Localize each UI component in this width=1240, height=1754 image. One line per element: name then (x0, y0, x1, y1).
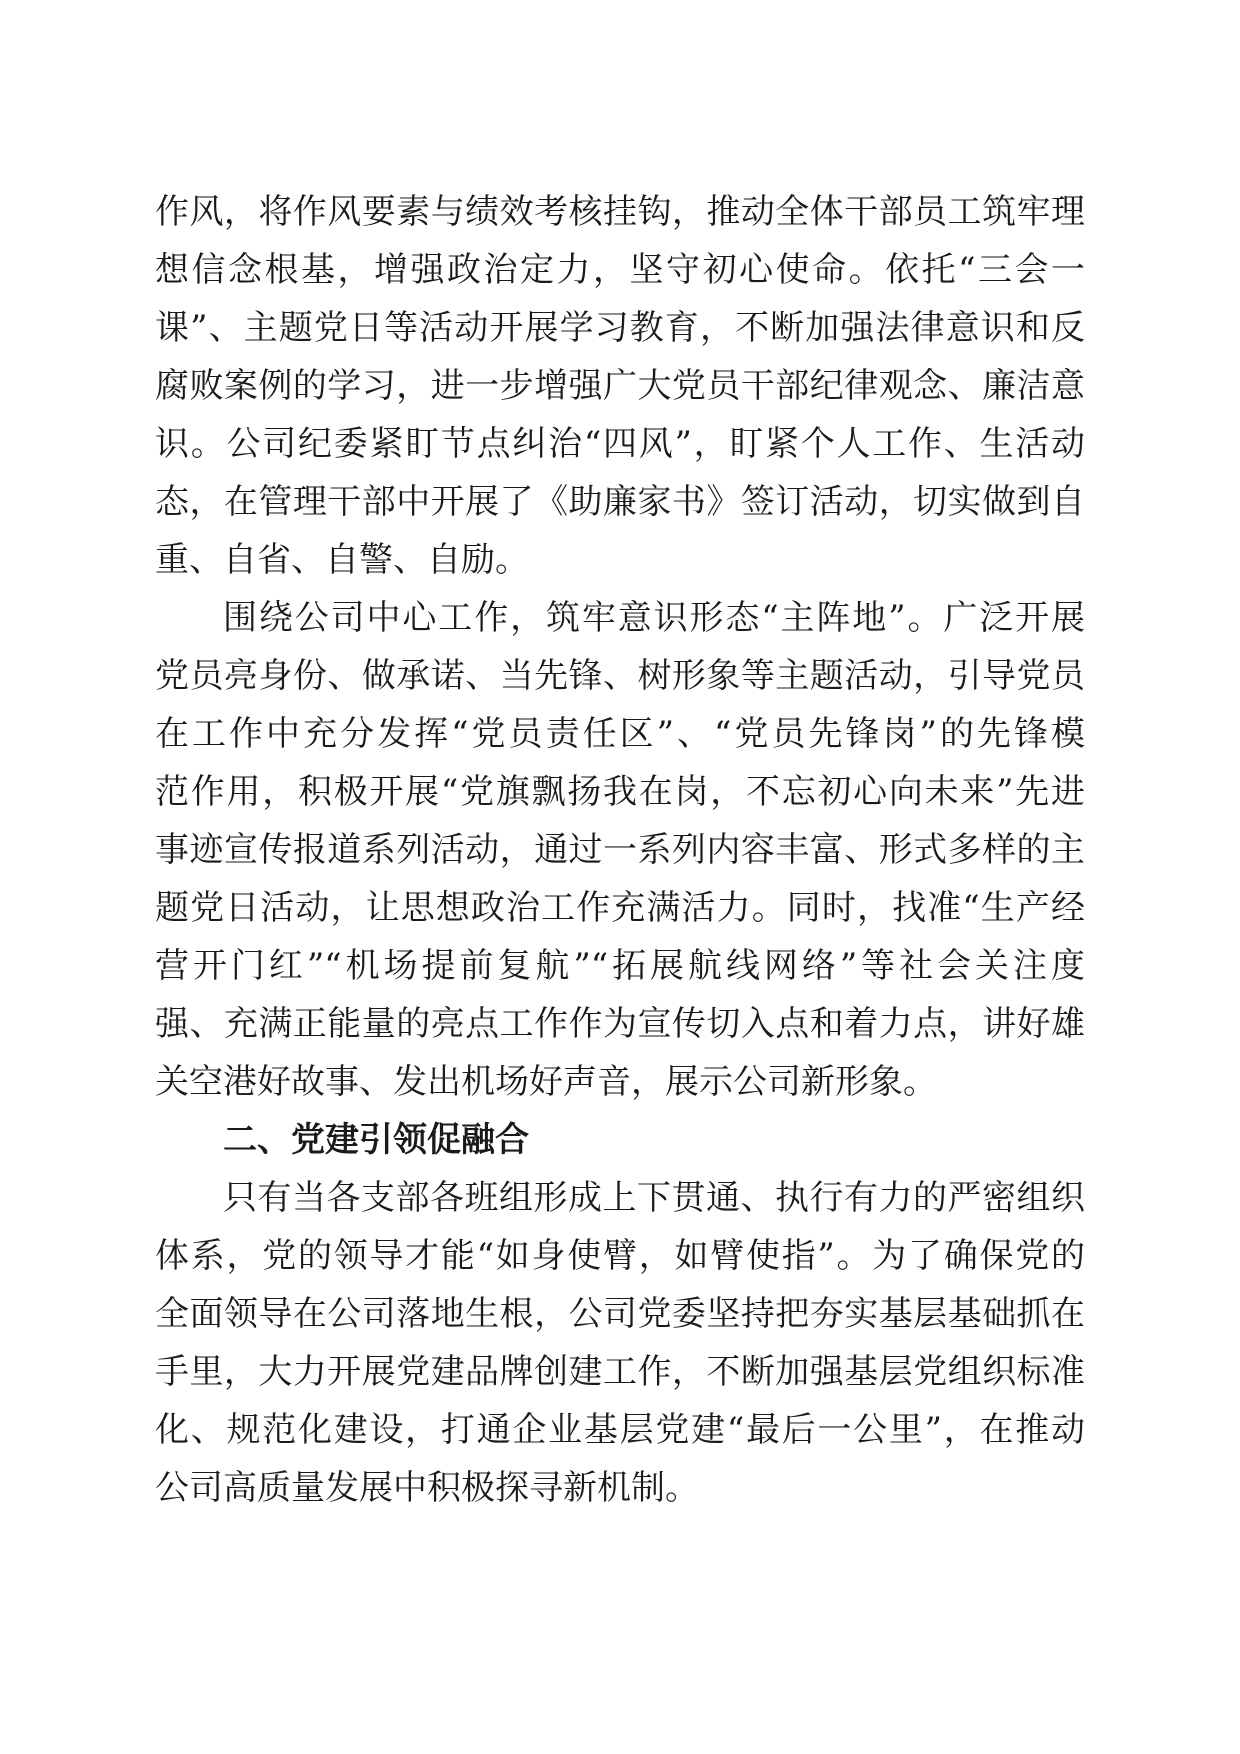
text-line: 重、自省、自警、自励。 (155, 540, 529, 580)
text-line: 只有当各支部各班组形成上下贯通、执行有力的严密组织 (223, 1178, 1085, 1218)
text-line: 强、充满正能量的亮点工作作为宣传切入点和着力点，讲好雄 (155, 1004, 1085, 1044)
text-line: 腐败案例的学习，进一步增强广大党员干部纪律观念、廉洁意 (155, 366, 1085, 406)
text-line: 态，在管理干部中开展了《助廉家书》签订活动，切实做到自 (155, 482, 1085, 522)
text-line: 化、规范化建设，打通企业基层党建“最后一公里”，在推动 (155, 1410, 1085, 1450)
text-line: 公司高质量发展中积极探寻新机制。 (155, 1468, 699, 1508)
section-heading: 二、党建引领促融合 (223, 1120, 529, 1160)
text-line: 体系，党的领导才能“如身使臂，如臂使指”。为了确保党的 (155, 1236, 1085, 1276)
text-line: 营开门红”“机场提前复航”“拓展航线网络”等社会关注度 (155, 946, 1085, 986)
text-line: 围绕公司中心工作，筑牢意识形态“主阵地”。广泛开展 (223, 598, 1085, 638)
text-line: 手里，大力开展党建品牌创建工作，不断加强基层党组织标准 (155, 1352, 1085, 1392)
text-line: 想信念根基，增强政治定力，坚守初心使命。依托“三会一 (155, 250, 1085, 290)
text-line: 全面领导在公司落地生根，公司党委坚持把夯实基层基础抓在 (155, 1294, 1085, 1334)
text-line: 事迹宣传报道系列活动，通过一系列内容丰富、形式多样的主 (155, 830, 1085, 870)
text-line: 党员亮身份、做承诺、当先锋、树形象等主题活动，引导党员 (155, 656, 1085, 696)
text-line: 识。公司纪委紧盯节点纠治“四风”，盯紧个人工作、生活动 (155, 424, 1085, 464)
text-line: 课”、主题党日等活动开展学习教育，不断加强法律意识和反 (155, 308, 1085, 348)
text-line: 在工作中充分发挥“党员责任区”、“党员先锋岗”的先锋模 (155, 714, 1085, 754)
text-line: 作风，将作风要素与绩效考核挂钩，推动全体干部员工筑牢理 (155, 192, 1085, 232)
text-line: 关空港好故事、发出机场好声音，展示公司新形象。 (155, 1062, 937, 1102)
text-line: 范作用，积极开展“党旗飘扬我在岗，不忘初心向未来”先进 (155, 772, 1085, 812)
text-line: 题党日活动，让思想政治工作充满活力。同时，找准“生产经 (155, 888, 1085, 928)
